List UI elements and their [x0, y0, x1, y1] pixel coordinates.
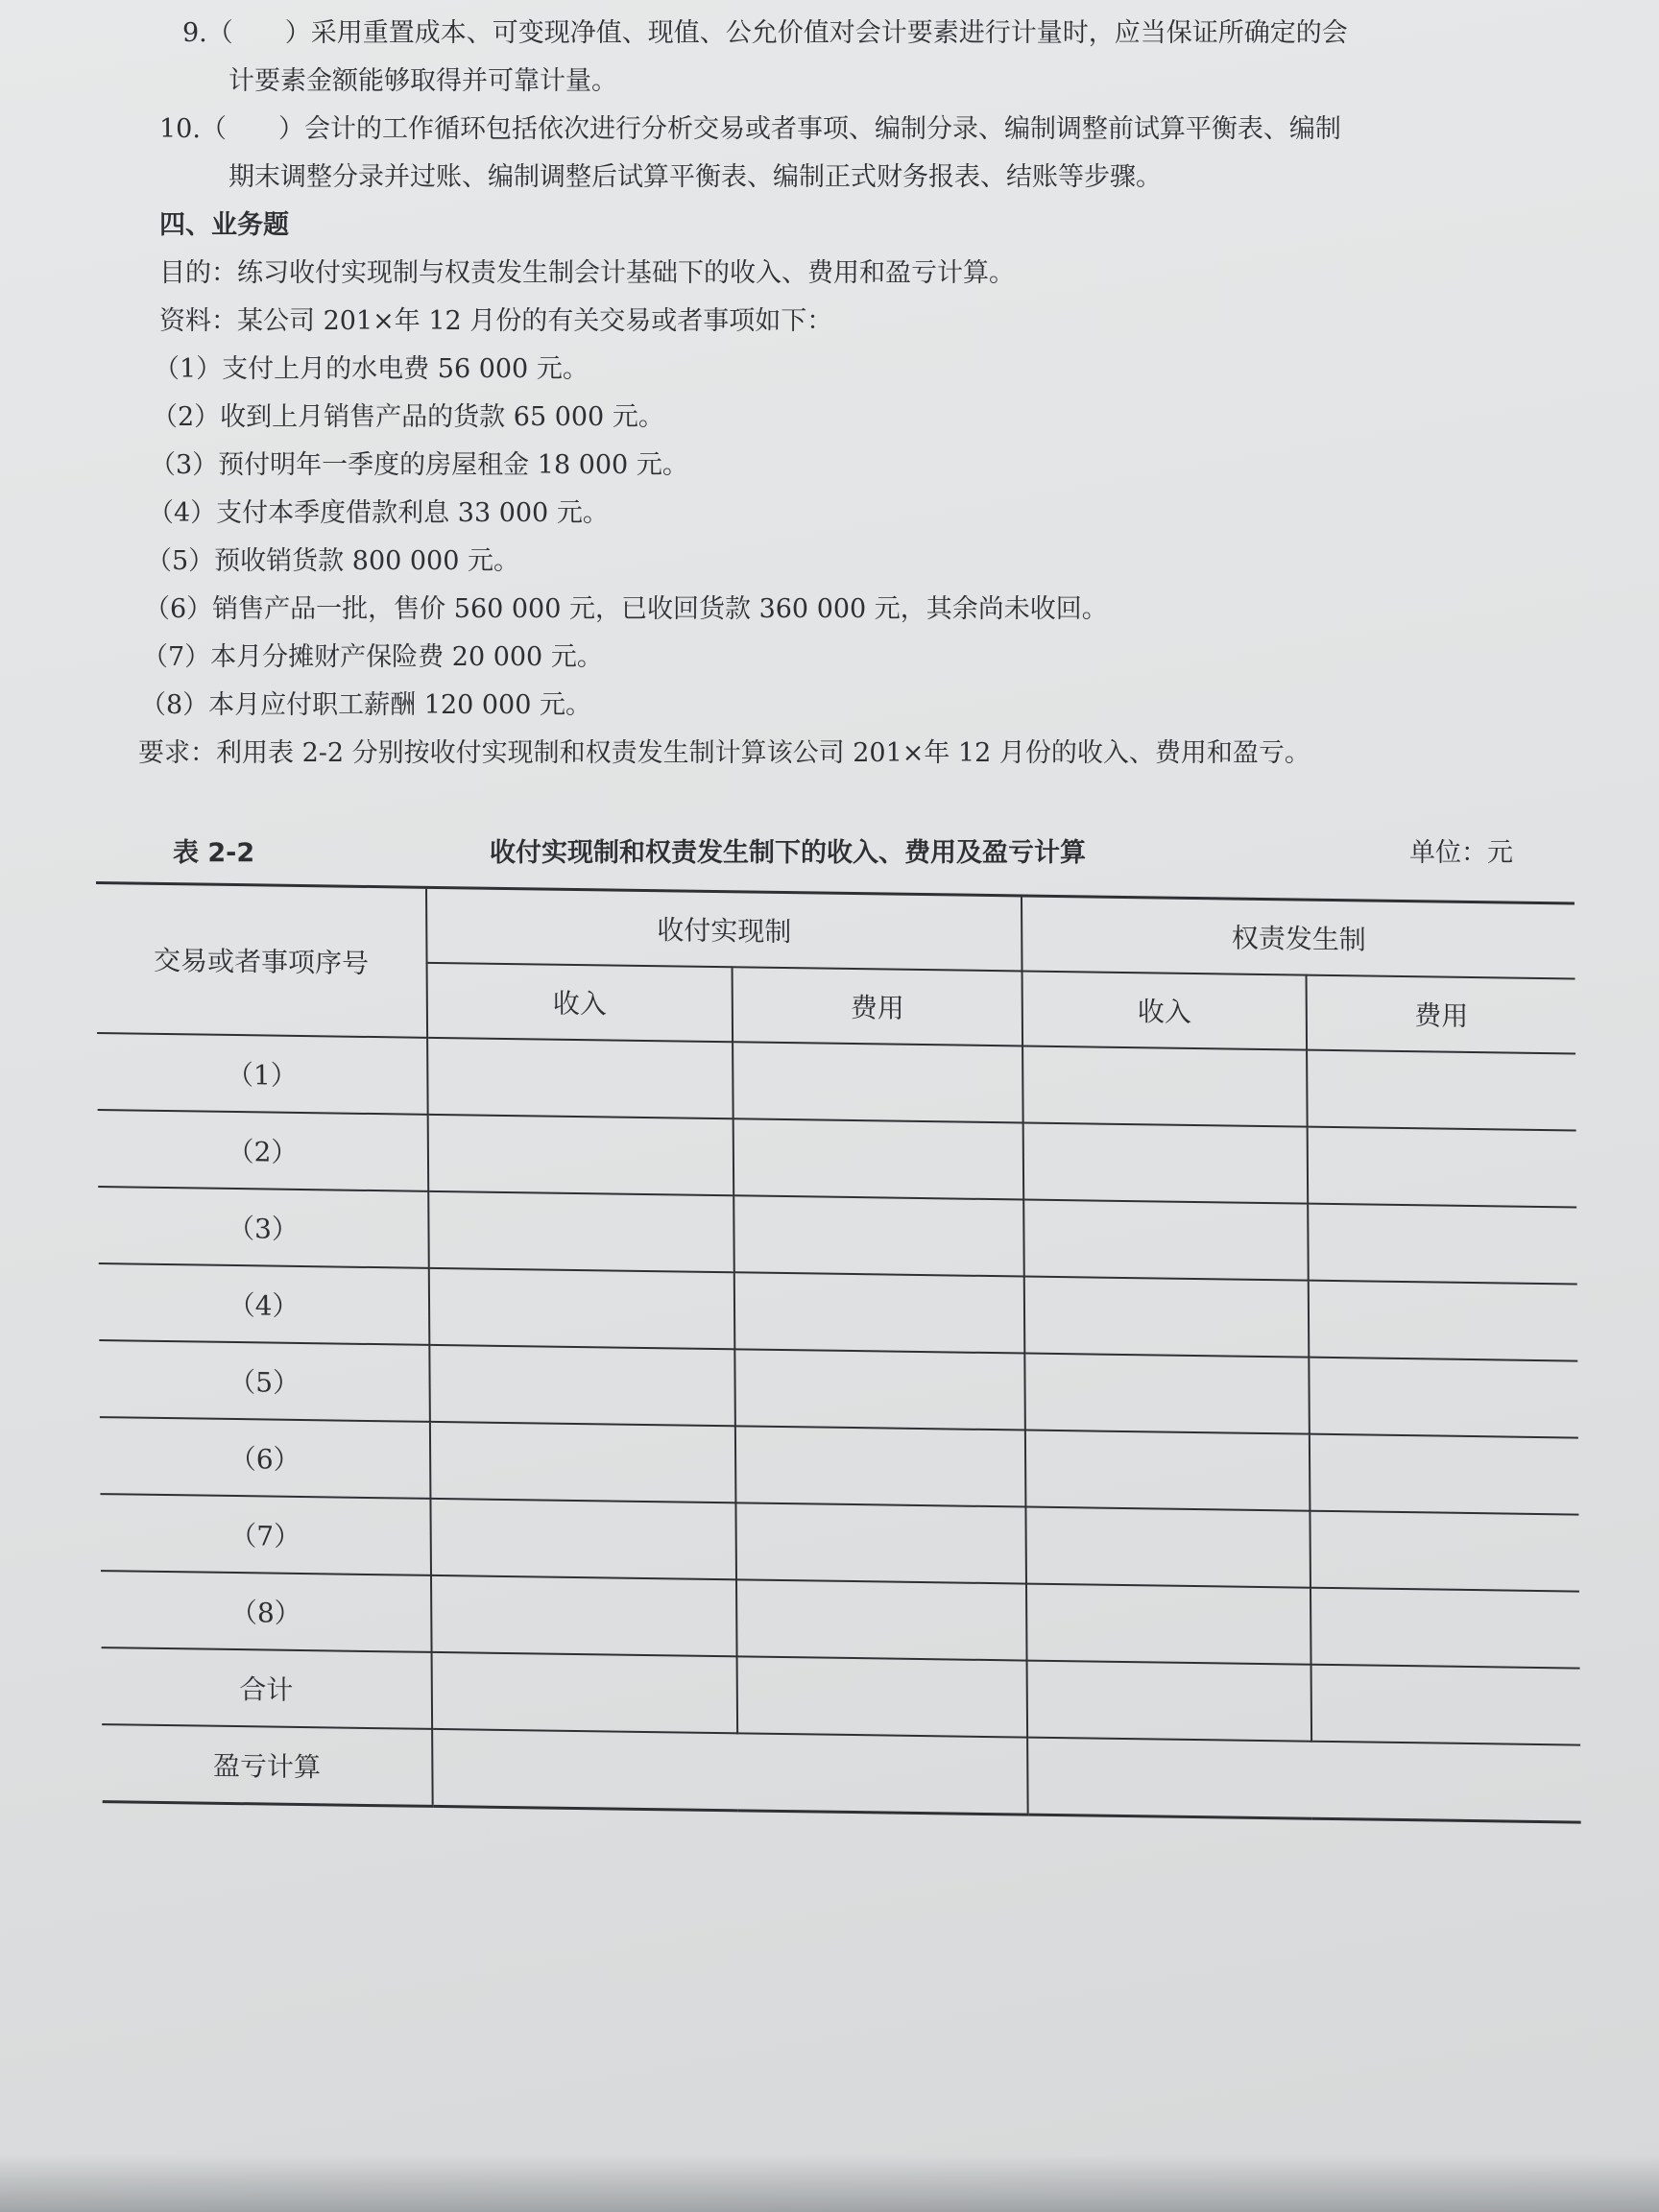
row-label: （3） [98, 1187, 429, 1268]
section-purpose: 目的：练习收付实现制与权责发生制会计基础下的收入、费用和盈亏计算。 [159, 258, 1015, 288]
input-cell[interactable] [735, 1503, 1026, 1583]
col-header-cash-expense: 费用 [733, 967, 1023, 1046]
list-item: （3）预付明年一季度的房屋租金 18 000 元。 [150, 450, 688, 480]
list-item: （4）支付本季度借款利息 33 000 元。 [148, 498, 609, 528]
input-cell[interactable] [1024, 1354, 1310, 1434]
table-number: 表 2-2 [173, 838, 255, 868]
input-cell[interactable] [427, 1038, 733, 1118]
input-cell[interactable] [733, 1195, 1024, 1276]
input-cell[interactable] [429, 1268, 735, 1349]
input-cell[interactable] [1309, 1358, 1578, 1438]
input-cell[interactable] [428, 1115, 734, 1195]
input-cell[interactable] [429, 1345, 735, 1426]
question-10-line-2: 期末调整分录并过账、编制调整后试算平衡表、编制正式财务报表、结账等步骤。 [228, 162, 1162, 192]
input-cell[interactable] [1311, 1665, 1581, 1745]
input-cell[interactable] [735, 1426, 1026, 1506]
input-cell[interactable] [1310, 1434, 1579, 1515]
total-label: 合计 [102, 1647, 433, 1729]
col-header-accrual-expense: 费用 [1307, 975, 1576, 1054]
input-cell[interactable] [737, 1656, 1028, 1737]
input-cell[interactable] [430, 1499, 736, 1579]
page-text [138, 10, 1527, 778]
input-cell[interactable] [1023, 1122, 1309, 1203]
input-cell[interactable] [430, 1422, 736, 1503]
input-cell[interactable] [431, 1575, 737, 1656]
row-label: （1） [97, 1033, 428, 1115]
table-header-row [96, 883, 1575, 979]
input-cell[interactable] [1023, 1200, 1309, 1281]
list-item: （7）本月分摊财产保险费 20 000 元。 [142, 642, 603, 672]
col-header-cash-income: 收入 [427, 963, 733, 1042]
row-label: （7） [100, 1494, 431, 1575]
input-cell[interactable] [1025, 1431, 1310, 1511]
input-cell[interactable] [1309, 1281, 1578, 1361]
question-10-line-1: 10.（ ）会计的工作循环包括依次进行分析交易或者事项、编制分录、编制调整前试算平衡表、编制 [159, 114, 1341, 144]
row-label: （4） [99, 1263, 430, 1345]
section-title: 四、业务题 [159, 210, 289, 240]
list-item: （8）本月应付职工薪酬 120 000 元。 [140, 690, 591, 720]
group-header-cash: 收付实现制 [426, 887, 1022, 971]
row-label: （8） [101, 1571, 432, 1652]
profit-cash-cell[interactable] [432, 1729, 1028, 1815]
group-header-accrual: 权责发生制 [1022, 896, 1575, 979]
section-requirement: 要求：利用表 2-2 分别按收付实现制和权责发生制计算该公司 201×年 12 月份的收入、费用和盈亏。 [138, 738, 1310, 768]
input-cell[interactable] [734, 1272, 1025, 1353]
input-cell[interactable] [733, 1042, 1023, 1122]
input-cell[interactable] [734, 1349, 1025, 1430]
question-9-line-1: 9.（ ）采用重置成本、可变现净值、现值、公允价值对会计要素进行计量时，应当保证所确定的会 [182, 18, 1348, 48]
profit-label: 盈亏计算 [102, 1724, 433, 1806]
table-title: 收付实现制和权责发生制下的收入、费用及盈亏计算 [490, 838, 1086, 868]
input-cell[interactable] [1027, 1661, 1312, 1742]
input-cell[interactable] [1308, 1127, 1577, 1208]
input-cell[interactable] [428, 1191, 734, 1272]
input-cell[interactable] [432, 1652, 738, 1733]
input-cell[interactable] [733, 1118, 1024, 1199]
row-label: （6） [100, 1417, 431, 1499]
calculation-table [96, 881, 1581, 1824]
row-label: （2） [98, 1110, 429, 1191]
list-item: （1）支付上月的水电费 56 000 元。 [154, 354, 589, 384]
input-cell[interactable] [1025, 1507, 1310, 1588]
input-cell[interactable] [1024, 1277, 1310, 1358]
list-item: （6）销售产品一批，售价 560 000 元，已收回货款 360 000 元，其余尚未收回。 [144, 594, 1108, 624]
table-unit: 单位：元 [1409, 838, 1513, 868]
row-label: （5） [99, 1340, 430, 1422]
input-cell[interactable] [1310, 1511, 1579, 1592]
table-caption [173, 824, 1517, 872]
list-item: （2）收到上月销售产品的货款 65 000 元。 [152, 402, 664, 432]
section-material: 资料：某公司 201×年 12 月份的有关交易或者事项如下： [159, 306, 833, 336]
input-cell[interactable] [1026, 1584, 1311, 1665]
input-cell[interactable] [736, 1579, 1027, 1660]
input-cell[interactable] [1022, 1046, 1308, 1126]
input-cell[interactable] [1308, 1204, 1577, 1285]
input-cell[interactable] [1310, 1588, 1580, 1669]
question-9-line-2: 计要素金额能够取得并可靠计量。 [228, 66, 617, 96]
input-cell[interactable] [1307, 1050, 1576, 1131]
col-header-accrual-income: 收入 [1022, 971, 1308, 1049]
profit-accrual-cell[interactable] [1027, 1738, 1581, 1823]
page-edge-shadow [0, 2154, 1659, 2212]
row-header-cell: 交易或者事项序号 [96, 883, 427, 1038]
list-item: （5）预收销货款 800 000 元。 [146, 546, 519, 576]
